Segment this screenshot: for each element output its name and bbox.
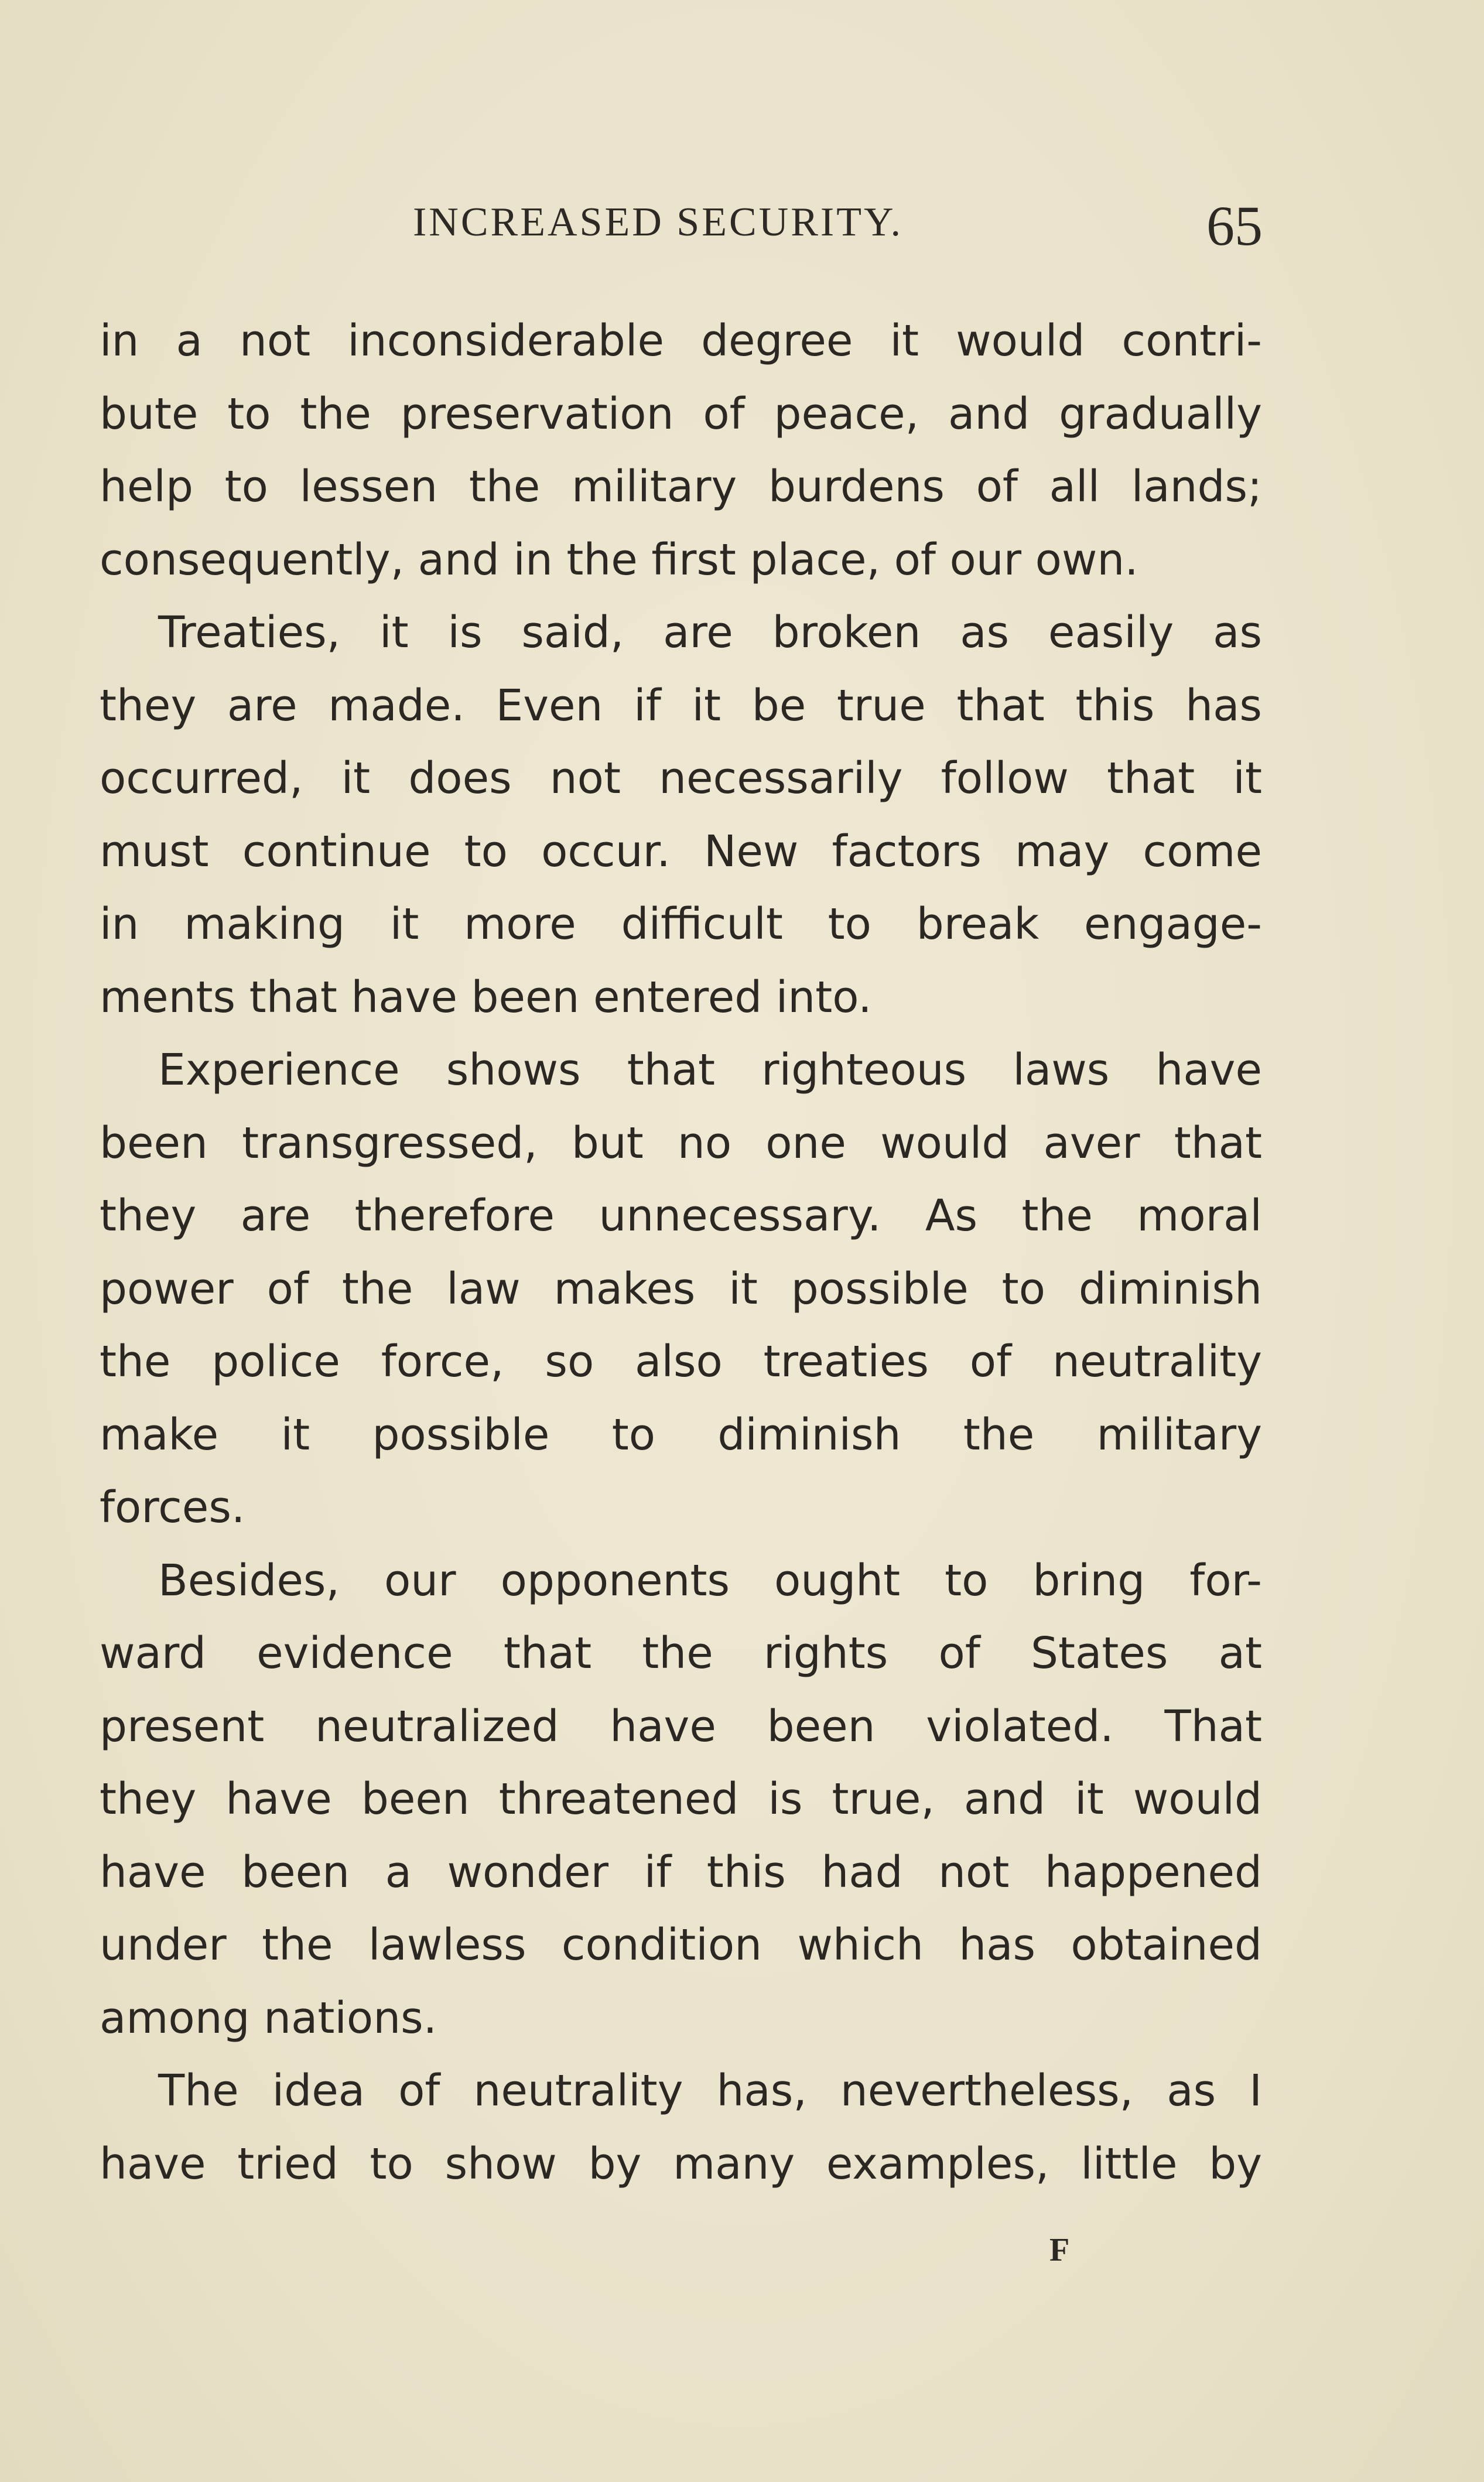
text-line: in making it more difficult to break engage- <box>100 899 1262 949</box>
body-text <box>100 305 1262 2200</box>
text-line: bute to the preservation of peace, and gradually <box>100 388 1262 439</box>
text-line: power of the law makes it possible to diminish <box>100 1263 1262 1314</box>
running-head: INCREASED SECURITY. <box>413 200 904 245</box>
text-line: forces. <box>100 1482 245 1533</box>
text-line: help to lessen the military burdens of all lands; <box>100 461 1262 512</box>
text-line: ments that have been entered into. <box>100 972 872 1023</box>
text-line: Experience shows that righteous laws have <box>158 1045 1262 1095</box>
text-line: they are therefore unnecessary. As the moral <box>100 1191 1262 1241</box>
signature-mark: F <box>1049 2232 1070 2268</box>
text-line: consequently, and in the first place, of our own. <box>100 534 1138 585</box>
text-line: under the lawless condition which has obtained <box>100 1920 1262 1970</box>
text-line: have tried to show by many examples, little by <box>100 2138 1262 2189</box>
text-line: ward evidence that the rights of States at <box>100 1628 1262 1678</box>
text-line: been transgressed, but no one would aver that <box>100 1117 1262 1168</box>
text-line: have been a wonder if this had not happened <box>100 1847 1262 1898</box>
text-line: The idea of neutrality has, nevertheless, as I <box>158 2066 1262 2116</box>
text-line: they are made. Even if it be true that this has <box>100 680 1262 731</box>
text-line: the police force, so also treaties of neutrality <box>100 1336 1262 1387</box>
text-line: in a not inconsiderable degree it would contri- <box>100 316 1262 366</box>
text-line: they have been threatened is true, and it would <box>100 1774 1262 1824</box>
text-line: present neutralized have been violated. That <box>100 1701 1262 1752</box>
text-line: make it possible to diminish the military <box>100 1409 1262 1460</box>
text-line: among nations. <box>100 1992 437 2043</box>
page-header <box>0 193 1484 258</box>
text-line: Besides, our opponents ought to bring for- <box>158 1555 1262 1606</box>
page-number: 65 <box>1206 194 1263 257</box>
text-line: occurred, it does not necessarily follow that it <box>100 753 1262 804</box>
text-line: must continue to occur. New factors may come <box>100 826 1262 877</box>
text-line: Treaties, it is said, are broken as easily as <box>158 607 1262 658</box>
